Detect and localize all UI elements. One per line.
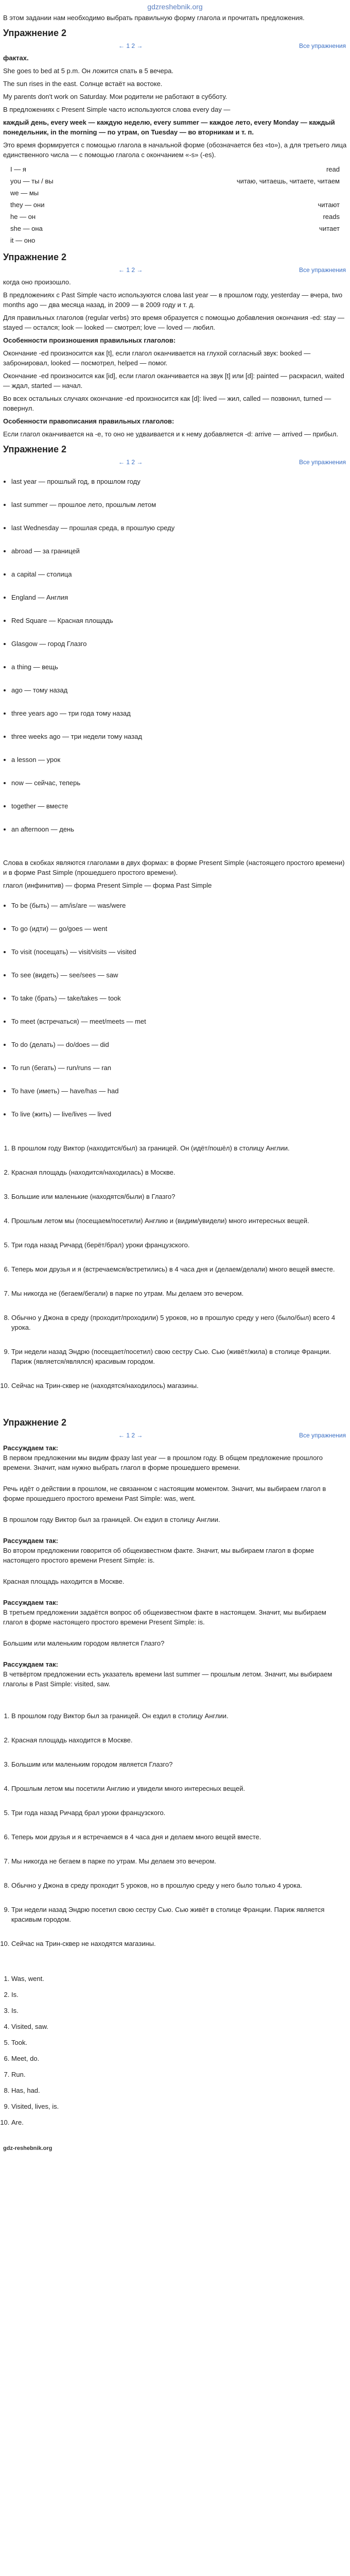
list-item: 6. Meet, do.	[11, 2054, 347, 2063]
task-text: Слова в скобках являются глаголами в двух формах: в форме Present Simple (настоящего простого времени) и в форме Past Simple (прошедшего простого времени).	[3, 859, 345, 876]
time-vocab-list	[0, 474, 350, 850]
answer-item: Рассуждаем так: В четвёртом предложении есть указатель времени last summer — прошлым летом. Значит, мы выбираем глаголы в Past Simple: visited, saw.	[3, 1660, 332, 1688]
past-intro: когда оно произошло.	[3, 278, 71, 286]
list-item: 7. Run.	[11, 2070, 347, 2079]
regular-rule: Для правильных глаголов (regular verbs) это время образуется с помощью добавления окончания -ed: stay — stayed — остался; look — looked — смотрел; love — loved — любил.	[3, 314, 344, 331]
list-item: • To take (брать) — take/takes — took	[11, 993, 347, 1003]
pager[interactable]: ← 1 2 →	[118, 459, 143, 466]
pronunciation-rule-3: Во всех остальных случаях окончание -ed произносится как [d]: lived — жил, called — позвонил, turned — повернул.	[3, 395, 331, 412]
facts-heading: фактах.	[3, 54, 29, 62]
list-item: • ago — тому назад	[11, 685, 347, 695]
list-item: • a thing — вещь	[11, 662, 347, 672]
all-exercises-link[interactable]: Все упражнения	[299, 459, 346, 466]
all-exercises-link[interactable]: Все упражнения	[299, 1432, 346, 1439]
list-item: 5. Три года назад Ричард (берёт/брал) уроки французского.	[11, 1240, 347, 1250]
answer-item: Красная площадь находится в Москве.	[3, 1578, 125, 1585]
answers-title: Упражнение 2	[3, 1417, 66, 1428]
past-markers: В предложениях с Past Simple часто используются слова last year — в прошлом году, yesterday — вчера, two months ago — два месяца назад, in 2009 — в 2009 году и т. д.	[3, 291, 343, 309]
pronunciation-heading: Особенности произношения правильных глаголов:	[3, 336, 176, 344]
facts-example-1: She goes to bed at 5 p.m. Он ложится спать в 5 вечера.	[3, 67, 173, 75]
conj-row: he — он reads	[10, 213, 340, 221]
list-item: 10. Are.	[11, 2117, 347, 2127]
list-item: 4. Visited, saw.	[11, 2022, 347, 2031]
list-item: 7. Мы никогда не (бегаем/бегали) в парке по утрам. Мы делаем это вечером.	[11, 1289, 347, 1298]
list-item: 3. Is.	[11, 2006, 347, 2015]
list-item: • three weeks ago — три недели тому назад	[11, 732, 347, 741]
facts-example-2: The sun rises in the east. Солнце встаёт на востоке.	[3, 80, 163, 88]
list-item: • Red Square — Красная площадь	[11, 616, 347, 625]
list-item: • Glasgow — город Глазго	[11, 639, 347, 649]
answer-item: Рассуждаем так: Во втором предложении говорится об общеизвестном факте. Значит, мы выбираем глагол в форме настоящего простого времени Present Simple: is.	[3, 1537, 314, 1564]
exercise-nav	[0, 264, 350, 276]
past-section-title: Упражнение 2	[3, 252, 66, 262]
list-item: 9. Три недели назад Эндрю (посещает/посетил) свою сестру Сью. Сью (живёт/жила) в столице Франции. Париж (является/являлся) красивым городом.	[11, 1347, 347, 1366]
list-item: 1. Was, went.	[11, 1974, 347, 1984]
time-section-title: Упражнение 2	[3, 444, 66, 454]
watermark: gdz-reshebnik.org	[3, 2145, 52, 2151]
list-item: • an afternoon — день	[11, 824, 347, 834]
list-item: 9. Visited, lives, is.	[11, 2102, 347, 2111]
list-item: 10. Сейчас на Трин-сквер не (находятся/находилось) магазины.	[11, 1381, 347, 1391]
spelling-heading: Особенности правописания правильных глаголов:	[3, 417, 174, 425]
list-item: 6. Теперь мои друзья и я встречаемся в 4 часа дня и делаем много вещей вместе.	[11, 1832, 347, 1842]
markers-list: каждый день, every week — каждую неделю, every summer — каждое лето, every Monday — каждый понедельник, in the morning — по утрам, on Tuesday — во вторникам и т. п.	[3, 118, 335, 136]
exercise-nav	[0, 456, 350, 468]
list-item: 8. Обычно у Джона в среду (проходит/проходили) 5 уроков, но в прошлую среду у него (было/был) всего 4 урока.	[11, 1313, 347, 1332]
list-item: 4. Прошлым летом мы (посещаем/посетили) Англию и (видим/увидели) много интересных вещей.	[11, 1216, 347, 1226]
list-item: 8. Обычно у Джона в среду проходит 5 уроков, но в прошлую среду у него было только 4 урока.	[11, 1880, 347, 1890]
exercise-title: Упражнение 2	[3, 28, 66, 38]
exercise-nav	[0, 1430, 350, 1441]
conj-row: it — оно	[10, 236, 36, 244]
list-item: • abroad — за границей	[11, 546, 347, 556]
list-item: • last year — прошлый год, в прошлом году	[11, 477, 347, 486]
list-item: • together — вместе	[11, 801, 347, 811]
final-answers-list	[0, 1972, 350, 2136]
conj-row: we — мы	[10, 189, 39, 197]
list-item: 9. Три недели назад Эндрю посетил свою сестру Сью. Сью живёт в столице Франции. Париж является красивым городом.	[11, 1905, 347, 1924]
list-item: 1. В прошлом году Виктор (находится/был) за границей. Он (идёт/пошёл) в столицу Англии.	[11, 1143, 347, 1153]
list-item: • To do (делать) — do/does — did	[11, 1040, 347, 1049]
pager[interactable]: ← 1 2 →	[118, 1432, 143, 1439]
intro-text: В этом задании нам необходимо выбрать правильную форму глагола и прочитать предложения.	[3, 14, 305, 22]
verbs-list	[0, 899, 350, 1134]
pronunciation-rule-2: Окончание -ed произносится как [id], если глагол оканчивается на звук [t] или [d]: painted — раскрасил, waited — ждал, started — начал.	[3, 372, 344, 389]
sentences-list	[0, 1141, 350, 1407]
list-item: 4. Прошлым летом мы посетили Англию и увидели много интересных вещей.	[11, 1784, 347, 1793]
list-item: 7. Мы никогда не бегаем в парке по утрам. Мы делаем это вечером.	[11, 1856, 347, 1866]
list-item: • now — сейчас, теперь	[11, 778, 347, 788]
habit-example: My parents don't work on Saturday. Мои родители не работают в субботу.	[3, 93, 227, 100]
pronunciation-rule-1: Окончание -ed произносится как [t], если глагол оканчивается на глухой согласный звук: booked — забронировал, looked — посмотрел, helped — помог.	[3, 349, 311, 367]
conj-row: she — она читает	[10, 225, 340, 232]
list-item: 2. Красная площадь находится в Москве.	[11, 1735, 347, 1745]
conj-row: they — они читают	[10, 201, 340, 209]
list-item: • To see (видеть) — see/sees — saw	[11, 970, 347, 980]
list-item: • last summer — прошлое лето, прошлым летом	[11, 500, 347, 510]
list-item: • a lesson — урок	[11, 755, 347, 765]
list-item: 3. Большим или маленьким городом является Глазго?	[11, 1759, 347, 1769]
list-item: 3. Большие или маленькие (находятся/были) в Глазго?	[11, 1192, 347, 1201]
list-item: 6. Теперь мои друзья и я (встречаемся/встретились) в 4 часа дня и (делаем/делали) много вещей вместе.	[11, 1264, 347, 1274]
list-item: 8. Has, had.	[11, 2086, 347, 2095]
answer-item: Речь идёт о действии в прошлом, не связанном с настоящим моментом. Значит, мы выбираем глагол в форме прошедшего простого времени Past Simple: was, went.	[3, 1485, 326, 1502]
conj-row: you — ты / вы читаю, читаешь, читаете, читаем	[10, 177, 340, 185]
list-item: • To have (иметь) — have/has — had	[11, 1086, 347, 1096]
list-item: • last Wednesday — прошлая среда, в прошлую среду	[11, 523, 347, 533]
answer-item: Рассуждаем так: В первом предложении мы видим фразу last year — в прошлом году. В общем предложение прошлого времени. Значит, нам нужно выбрать глагол в форме прошедшего времени.	[3, 1444, 323, 1471]
all-exercises-link[interactable]: Все упражнения	[299, 42, 346, 49]
conjugation-table	[0, 161, 350, 248]
list-item: 1. В прошлом году Виктор был за границей. Он ездил в столицу Англии.	[11, 1711, 347, 1721]
list-item: • To be (быть) — am/is/are — was/were	[11, 901, 347, 910]
list-item: 2. Красная площадь (находится/находилась) в Москве.	[11, 1167, 347, 1177]
list-item: • To live (жить) — live/lives — lived	[11, 1109, 347, 1119]
site-title[interactable]: gdzreshebnik.org	[147, 3, 203, 11]
list-item: 5. Took.	[11, 2038, 347, 2047]
verb-form-scheme: глагол (инфинитив) — форма Present Simple — форма Past Simple	[3, 882, 212, 889]
list-item: • a capital — столица	[11, 569, 347, 579]
list-item: • England — Англия	[11, 592, 347, 602]
spelling-rule-1: Если глагол оканчивается на -e, то оно не удваивается и к нему добавляется -d: arrive — arrived — прибыл.	[3, 430, 339, 438]
list-item: • To meet (встречаться) — meet/meets — met	[11, 1016, 347, 1026]
summary-list	[0, 1709, 350, 1965]
answer-item: Большим или маленьким городом является Глазго?	[3, 1639, 165, 1647]
pager[interactable]: ← 1 2 →	[118, 266, 143, 274]
list-item: • To run (бегать) — run/runs — ran	[11, 1063, 347, 1073]
answer-item: В прошлом году Виктор был за границей. Он ездил в столицу Англии.	[3, 1516, 220, 1523]
answer-item: Рассуждаем так: В третьем предложении задаётся вопрос об общеизвестном факте в настоящем. Значит, мы выбираем глагол в форме настоящего простого времени Present Simple: is.	[3, 1599, 326, 1626]
list-item: 5. Три года назад Ричард брал уроки французского.	[11, 1808, 347, 1818]
list-item: • To go (идти) — go/goes — went	[11, 924, 347, 934]
all-exercises-link[interactable]: Все упражнения	[299, 266, 346, 274]
list-item: 10. Сейчас на Трин-сквер не находятся магазины.	[11, 1939, 347, 1948]
list-item: • three years ago — три года тому назад	[11, 708, 347, 718]
answers-block	[0, 1441, 350, 1702]
list-item: 2. Is.	[11, 1990, 347, 1999]
exercise-nav	[0, 40, 350, 52]
list-item: • To visit (посещать) — visit/visits — visited	[11, 947, 347, 957]
formation-rule: Это время формируется с помощью глагола в начальной форме (обозначается без «to»), а для третьего лица единственного числа — с помощью глагола с окончанием «-s» (-es).	[3, 141, 347, 159]
markers-intro: В предложениях с Present Simple часто используются слова every day —	[3, 106, 231, 113]
conj-row: I — я read	[10, 165, 340, 173]
pager[interactable]: ← 1 2 →	[118, 42, 143, 49]
